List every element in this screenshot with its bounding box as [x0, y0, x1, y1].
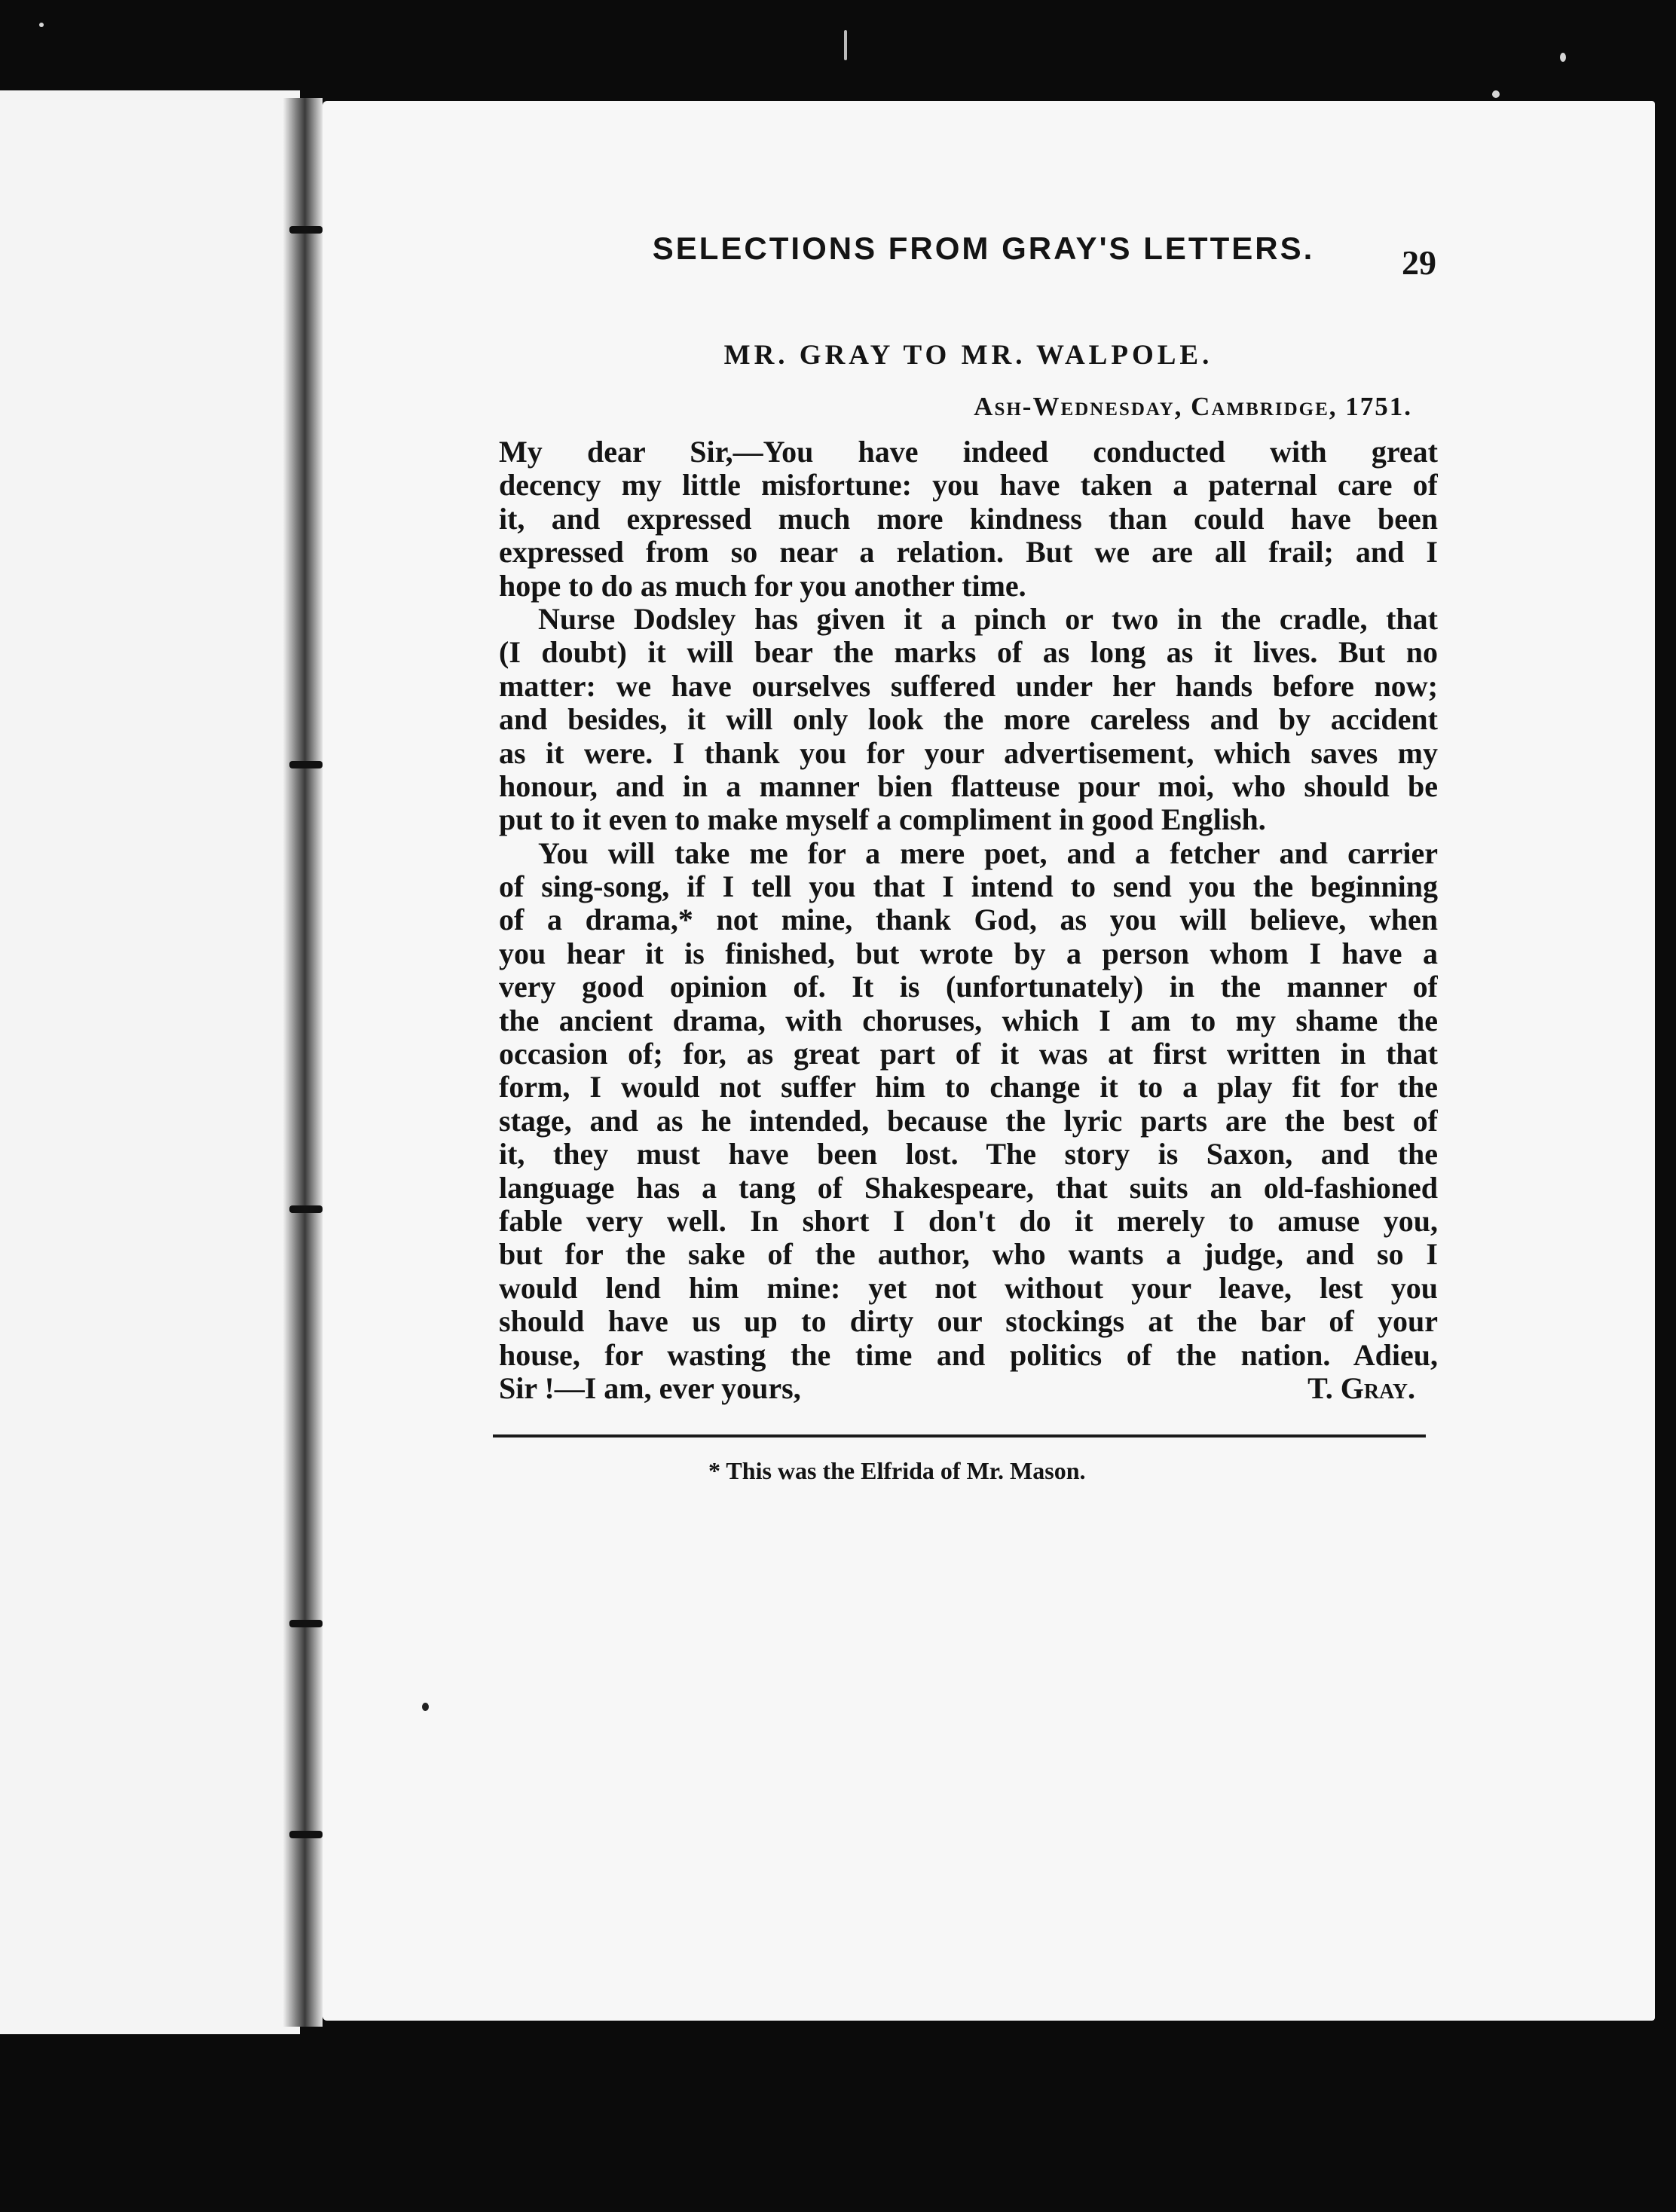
letter-heading: MR. GRAY TO MR. WALPOLE.	[723, 340, 1213, 371]
body-line: house, for wasting the time and politics of the nation. Adieu,	[499, 1338, 1438, 1372]
binding-stitch	[289, 761, 323, 768]
dust-speck	[1492, 90, 1500, 98]
page-mark	[422, 1703, 429, 1711]
closing-line	[499, 1372, 1438, 1405]
body-line: language has a tang of Shakespeare, that suits an old-fashioned	[499, 1171, 1438, 1205]
body-line: You will take me for a mere poet, and a fetcher and carrier	[538, 836, 1438, 870]
footnote-rule	[493, 1434, 1426, 1437]
body-line: should have us up to dirty our stockings at the bar of your	[499, 1305, 1438, 1339]
letter-dateline: Ash-Wednesday, Cambridge, 1751.	[974, 392, 1412, 421]
body-line: very good opinion of. It is (unfortunately) in the manner of	[499, 970, 1438, 1004]
letter-signature: T. Gray.	[1307, 1371, 1415, 1405]
left-page	[0, 90, 300, 2034]
body-line: of sing-song, if I tell you that I intend to send you the beginning	[499, 870, 1438, 904]
body-line: would lend him mine: yet not without your leave, lest you	[499, 1271, 1438, 1305]
dust-speck	[844, 30, 847, 60]
body-line: and besides, it will only look the more careless and by accident	[499, 703, 1438, 737]
binding-stitch	[289, 1831, 323, 1838]
body-line: hope to do as much for you another time.	[499, 569, 1026, 603]
body-line: put to it even to make myself a compliment in good English.	[499, 803, 1266, 837]
binding-stitch	[289, 1205, 323, 1213]
page-number: 29	[1402, 243, 1436, 282]
dust-speck	[39, 23, 44, 27]
body-line: honour, and in a manner bien flatteuse pour moi, who should be	[499, 769, 1438, 803]
body-line: it, they must have been lost. The story is Saxon, and the	[499, 1138, 1438, 1172]
body-line: (I doubt) it will bear the marks of as long as it lives. But no	[499, 636, 1438, 670]
body-line: decency my little misfortune: you have taken a paternal care of	[499, 469, 1438, 503]
running-title: SELECTIONS FROM GRAY'S LETTERS.	[652, 231, 1315, 266]
binding-stitch	[289, 226, 323, 234]
body-line: My dear Sir,—You have indeed conducted with great	[499, 435, 1438, 469]
letter-body	[499, 435, 1438, 1405]
body-line: expressed from so near a relation. But we are all frail; and I	[499, 536, 1438, 570]
binding-stitch	[289, 1620, 323, 1627]
footnote: * This was the Elfrida of Mr. Mason.	[708, 1457, 1086, 1484]
body-line: fable very well. In short I don't do it merely to amuse you,	[499, 1204, 1438, 1238]
body-line: as it were. I thank you for your advertisement, which saves my	[499, 736, 1438, 770]
body-line: form, I would not suffer him to change it to a play fit for the	[499, 1071, 1438, 1104]
dust-speck	[1560, 53, 1566, 62]
body-line: of a drama,* not mine, thank God, as you will believe, when	[499, 903, 1438, 937]
body-line: occasion of; for, as great part of it was at first written in that	[499, 1037, 1438, 1071]
body-line: you hear it is finished, but wrote by a person whom I have a	[499, 936, 1438, 970]
body-line: the ancient drama, with choruses, which I am to my shame the	[499, 1004, 1438, 1037]
body-line: it, and expressed much more kindness than could have been	[499, 502, 1438, 536]
book-spine	[283, 98, 323, 2027]
body-line: Nurse Dodsley has given it a pinch or two in the cradle, that	[538, 602, 1438, 636]
body-line: matter: we have ourselves suffered under her hands before now;	[499, 669, 1438, 703]
letter-closing: Sir !—I am, ever yours,	[499, 1371, 801, 1405]
body-line: but for the sake of the author, who wants a judge, and so I	[499, 1238, 1438, 1272]
body-line: stage, and as he intended, because the lyric parts are the best of	[499, 1104, 1438, 1138]
